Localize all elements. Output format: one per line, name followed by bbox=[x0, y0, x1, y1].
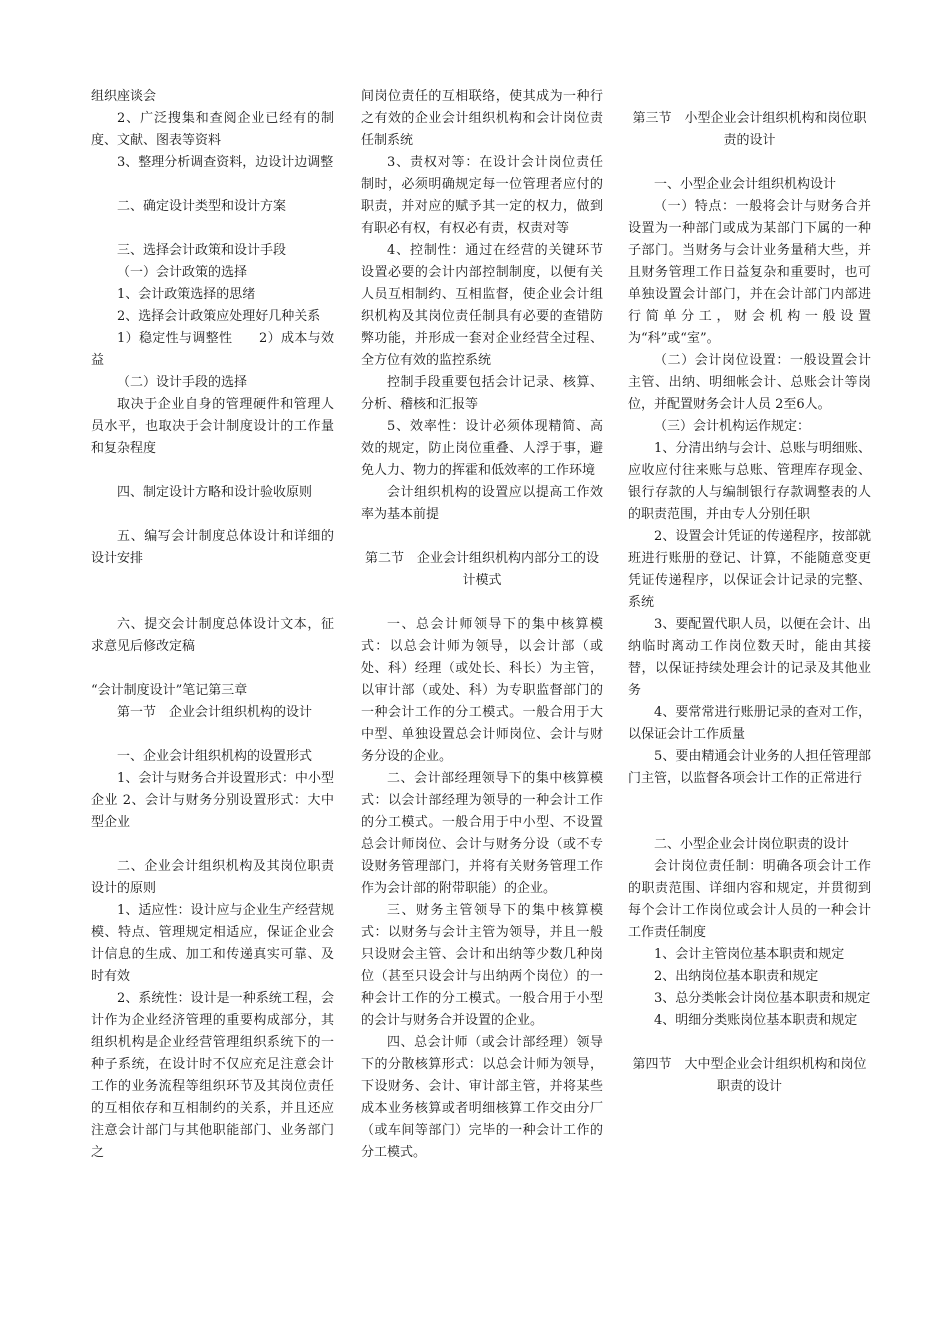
paragraph: 一、企业会计组织机构的设置形式 bbox=[117, 749, 313, 764]
paragraph: 2、广泛搜集和查阅企业已经有的制度、文献、图表等资料 bbox=[91, 111, 334, 148]
paragraph: 五、编写会计制度总体设计和详细的设计安排 bbox=[91, 529, 334, 566]
paragraph: 二、小型企业会计岗位职责的设计 bbox=[654, 837, 850, 852]
paragraph: 间岗位责任的互相联络，使其成为一种行之有效的企业会计组织机构和会计岗位责任制系统 bbox=[361, 89, 603, 148]
paragraph: 1、会计与财务合并设置形式：中小型企业 2、会计与财务分别设置形式：大中型企业 bbox=[91, 771, 334, 830]
paragraph: 六、提交会计制度总体设计文本，征求意见后修改定稿 bbox=[91, 617, 334, 654]
paragraph: 1、适应性：设计应与企业生产经营规模、特点、管理规定相适应，保证企业会计信息的生成、加工和传递真实可靠、及时有效 bbox=[91, 903, 334, 984]
paragraph: 1、分清出纳与会计、总账与明细账、应收应付往来账与总账、管理库存现金、银行存款的人与编制银行存款调整表的人的职责范围，并由专人分别任职 bbox=[628, 441, 871, 522]
paragraph: 3、责权对等：在设计会计岗位责任制时，必须明确规定每一位管理者应付的职责，并对应的赋予其一定的权力，做到有职必有权，有权必有责，权责对等 bbox=[361, 155, 603, 236]
paragraph: 一、总会计师领导下的集中核算模式：以总会计师为领导，以会计部（或处、科）经理（或处长、科长）为主管，以审计部（或处、科）为专职监督部门的一种会计工作的分工模式。一般合用于大中型、单独设置总会计师岗位、会计与财务分设的企业。 bbox=[361, 617, 603, 764]
paragraph: 取决于企业自身的管理硬件和管理人员水平，也取决于会计制度设计的工作量和复杂程度 bbox=[91, 397, 334, 456]
paragraph: 1）稳定性与调整性 2）成本与效益 bbox=[91, 331, 334, 368]
paragraph: 二、会计部经理领导下的集中核算模式：以会计部经理为领导的一种会计工作的分工模式。一般合用于中小型、不设置总会计师岗位、会计与财务分设（或不专设财务管理部门，并将有关财务管理工作作为会计部的附带职能）的企业。 bbox=[361, 771, 603, 896]
paragraph: 1、会计主管岗位基本职责和规定 bbox=[654, 947, 845, 962]
paragraph: （二）会计岗位设置：一般设置会计主管、出纳、明细帐会计、总账会计等岗位，并配置财务会计人员 2至6人。 bbox=[628, 353, 871, 412]
paragraph: 第一节 企业会计组织机构的设计 bbox=[117, 705, 313, 720]
paragraph: 三、选择会计政策和设计手段 bbox=[117, 243, 287, 258]
paragraph: （三）会计机构运作规定： bbox=[654, 419, 811, 434]
column-left bbox=[91, 86, 334, 1164]
paragraph: 会计组织机构的设置应以提高工作效率为基本前提 bbox=[361, 485, 603, 522]
paragraph: 3、整理分析调查资料，边设计边调整 bbox=[117, 155, 334, 170]
paragraph: 2、选择会计政策应处理好几种关系 bbox=[117, 309, 321, 324]
column-right bbox=[628, 108, 871, 1098]
paragraph: 二、企业会计组织机构及其岗位职责设计的原则 bbox=[91, 859, 334, 896]
paragraph: 2、出纳岗位基本职责和规定 bbox=[654, 969, 819, 984]
paragraph: （一）会计政策的选择 bbox=[117, 265, 248, 280]
paragraph: 控制手段重要包括会计记录、核算、分析、稽核和汇报等 bbox=[361, 375, 603, 412]
paragraph: 第二节 企业会计组织机构内部分工的设计模式 bbox=[364, 551, 599, 588]
paragraph: “会计制度设计”笔记第三章 bbox=[91, 683, 248, 698]
paragraph: 一、小型企业会计组织机构设计 bbox=[654, 177, 837, 192]
paragraph: 4、控制性：通过在经营的关键环节设置必要的会计内部控制制度，以便有关人员互相制约、互相监督，使企业会计组织机构及其岗位责任制具有必要的查错防弊功能，并形成一套对企业经营全过程、全方位有效的监控系统 bbox=[361, 243, 603, 368]
column-middle bbox=[361, 86, 603, 1164]
paragraph: 3、要配置代职人员，以便在会计、出纳临时离动工作岗位数天时，能由其接替，以保证持续处理会计的记录及其他业务 bbox=[628, 617, 871, 698]
paragraph: 四、制定设计方略和设计验收原则 bbox=[117, 485, 313, 500]
paragraph: 组织座谈会 bbox=[91, 89, 157, 104]
paragraph: 第四节 大中型企业会计组织机构和岗位职责的设计 bbox=[632, 1057, 867, 1094]
paragraph: （一）特点：一般将会计与财务合并设置为一种部门或成为某部门下属的一种子部门。当财务与会计业务量稍大些，并且财务管理工作日益复杂和重要时，也可单独设置会计部门，并在会计部门内部进行简单分工，财会机构一般设置为“科”或“室”。 bbox=[628, 199, 871, 346]
paragraph: 三、财务主管领导下的集中核算模式：以财务与会计主管为领导，并且一般只设财会主管、会计和出纳等少数几种岗位（甚至只设会计与出纳两个岗位）的一种会计工作的分工模式。一般合用于小型的会计与财务合并设置的企业。 bbox=[361, 903, 603, 1028]
paragraph: 3、总分类帐会计岗位基本职责和规定 bbox=[654, 991, 871, 1006]
paragraph: 5、要由精通会计业务的人担任管理部门主管，以监督各项会计工作的正常进行 bbox=[628, 749, 871, 786]
paragraph: 二、确定设计类型和设计方案 bbox=[117, 199, 287, 214]
paragraph: 2、设置会计凭证的传递程序，按部就班进行账册的登记、计算，不能随意变更凭证传递程序，以保证会计记录的完整、系统 bbox=[628, 529, 871, 610]
paragraph: 4、明细分类账岗位基本职责和规定 bbox=[654, 1013, 858, 1028]
paragraph: 第三节 小型企业会计组织机构和岗位职责的设计 bbox=[632, 111, 867, 148]
paragraph: 会计岗位责任制：明确各项会计工作的职责范围、详细内容和规定，并贯彻到每个会计工作岗位或会计人员的一种会计工作责任制度 bbox=[628, 859, 871, 940]
paragraph: 四、总会计师（或会计部经理）领导下的分散核算形式：以总会计师为领导，下设财务、会计、审计部主管，并将某些成本业务核算或者明细核算工作交由分厂（或车间等部门）完毕的一种会计工作的分工模式。 bbox=[361, 1035, 603, 1160]
paragraph: 1、会计政策选择的思绪 bbox=[117, 287, 256, 302]
paragraph: 4、要常常进行账册记录的查对工作，以保证会计工作质量 bbox=[628, 705, 871, 742]
paragraph: （二）设计手段的选择 bbox=[117, 375, 248, 390]
paragraph: 2、系统性：设计是一种系统工程，会计作为企业经济管理的重要构成部分，其组织机构是企业经营管理组织系统下的一种子系统，在设计时不仅应充足注意会计工作的业务流程等组织环节及其岗位责任的互相依存和互相制约的关系，并且还应注意会计部门与其他职能部门、业务部门之 bbox=[91, 991, 334, 1160]
paragraph: 5、效率性：设计必须体现精简、高效的规定，防止岗位重叠、人浮于事，避免人力、物力的挥霍和低效率的工作环境 bbox=[361, 419, 603, 478]
